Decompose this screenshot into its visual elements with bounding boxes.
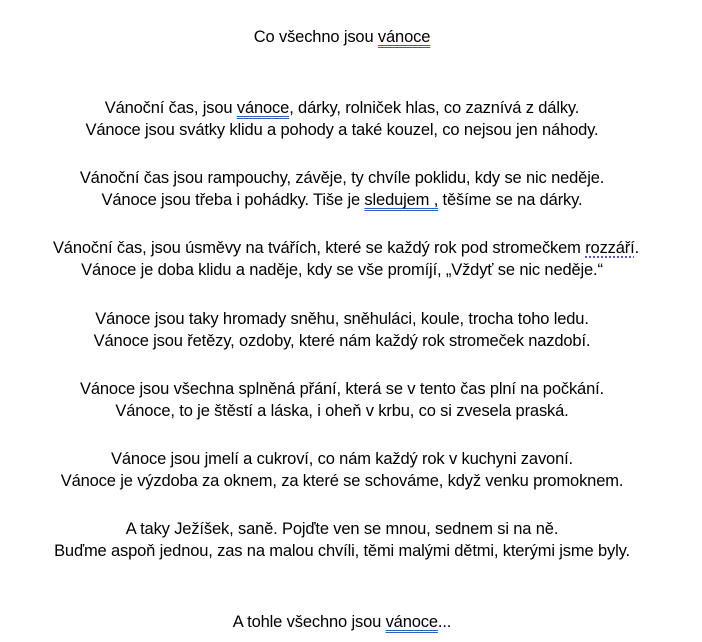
poem-line: Vánoce je doba klidu a naděje, kdy se vše promíjí, „Vždyť se nic neděje.“ (81, 261, 603, 279)
closing-after: ... (437, 613, 452, 631)
poem-closing (0, 611, 684, 633)
poem-line: Vánoce jsou taky hromady sněhu, sněhuláci, koule, trocha toho ledu. (95, 310, 589, 328)
grammar-marked-word[interactable]: vánoce (377, 28, 431, 46)
poem-line: Vánoce jsou svátky klidu a pohody a také kouzel, co nejsou jen náhody. (85, 121, 599, 139)
grammar-marked-word[interactable]: vánoce (385, 613, 438, 631)
poem-line: Vánoce jsou jmelí a cukroví, co nám každý rok v kuchyni zavoní. (111, 450, 573, 468)
poem-line: Vánoce je výzdoba za oknem, za které se schováme, když venku promoknem. (60, 472, 624, 490)
line-text: Vánoční čas, jsou úsměvy na tvářích, které se každý rok pod stromečkem (52, 239, 586, 257)
poem-line (4, 237, 688, 259)
grammar-marked-word[interactable]: sledujem , (364, 191, 439, 209)
line-text: Vánoční čas, jsou (104, 99, 237, 117)
poem-line: Buďme aspoň jednou, zas na malou chvíli, těmi malými dětmi, kterými jsme byly. (54, 542, 630, 560)
poem-line: A taky Ježíšek, saně. Pojďte ven se mnou, sednem si na ně. (125, 520, 559, 538)
title-before: Co všechno jsou (253, 28, 378, 46)
line-text: Vánoce jsou třeba i pohádky. Tiše je (101, 191, 365, 209)
grammar-marked-word[interactable]: vánoce (236, 99, 290, 117)
poem-line: Vánoční čas jsou rampouchy, závěje, ty chvíle poklidu, kdy se nic neděje. (79, 169, 605, 187)
poem-line: Vánoce jsou všechna splněná přání, která se v tento čas plní na počkání. (80, 380, 604, 398)
poem-line: Vánoce jsou řetězy, ozdoby, které nám každý rok stromeček nazdobí. (93, 332, 591, 350)
line-text: , dárky, rolniček hlas, co zaznívá z dálky. (289, 99, 580, 117)
spelling-marked-word[interactable]: rozzáří (585, 239, 635, 257)
line-text: . (634, 239, 640, 257)
line-text: těšíme se na dárky. (438, 191, 583, 209)
poem-line (0, 97, 684, 119)
closing-before: A tohle všechno jsou (232, 613, 386, 631)
poem-line: Vánoce, to je štěstí a láska, i oheň v krbu, co si zvesela praská. (115, 402, 569, 420)
poem-title (0, 26, 684, 48)
poem-line (0, 189, 684, 211)
